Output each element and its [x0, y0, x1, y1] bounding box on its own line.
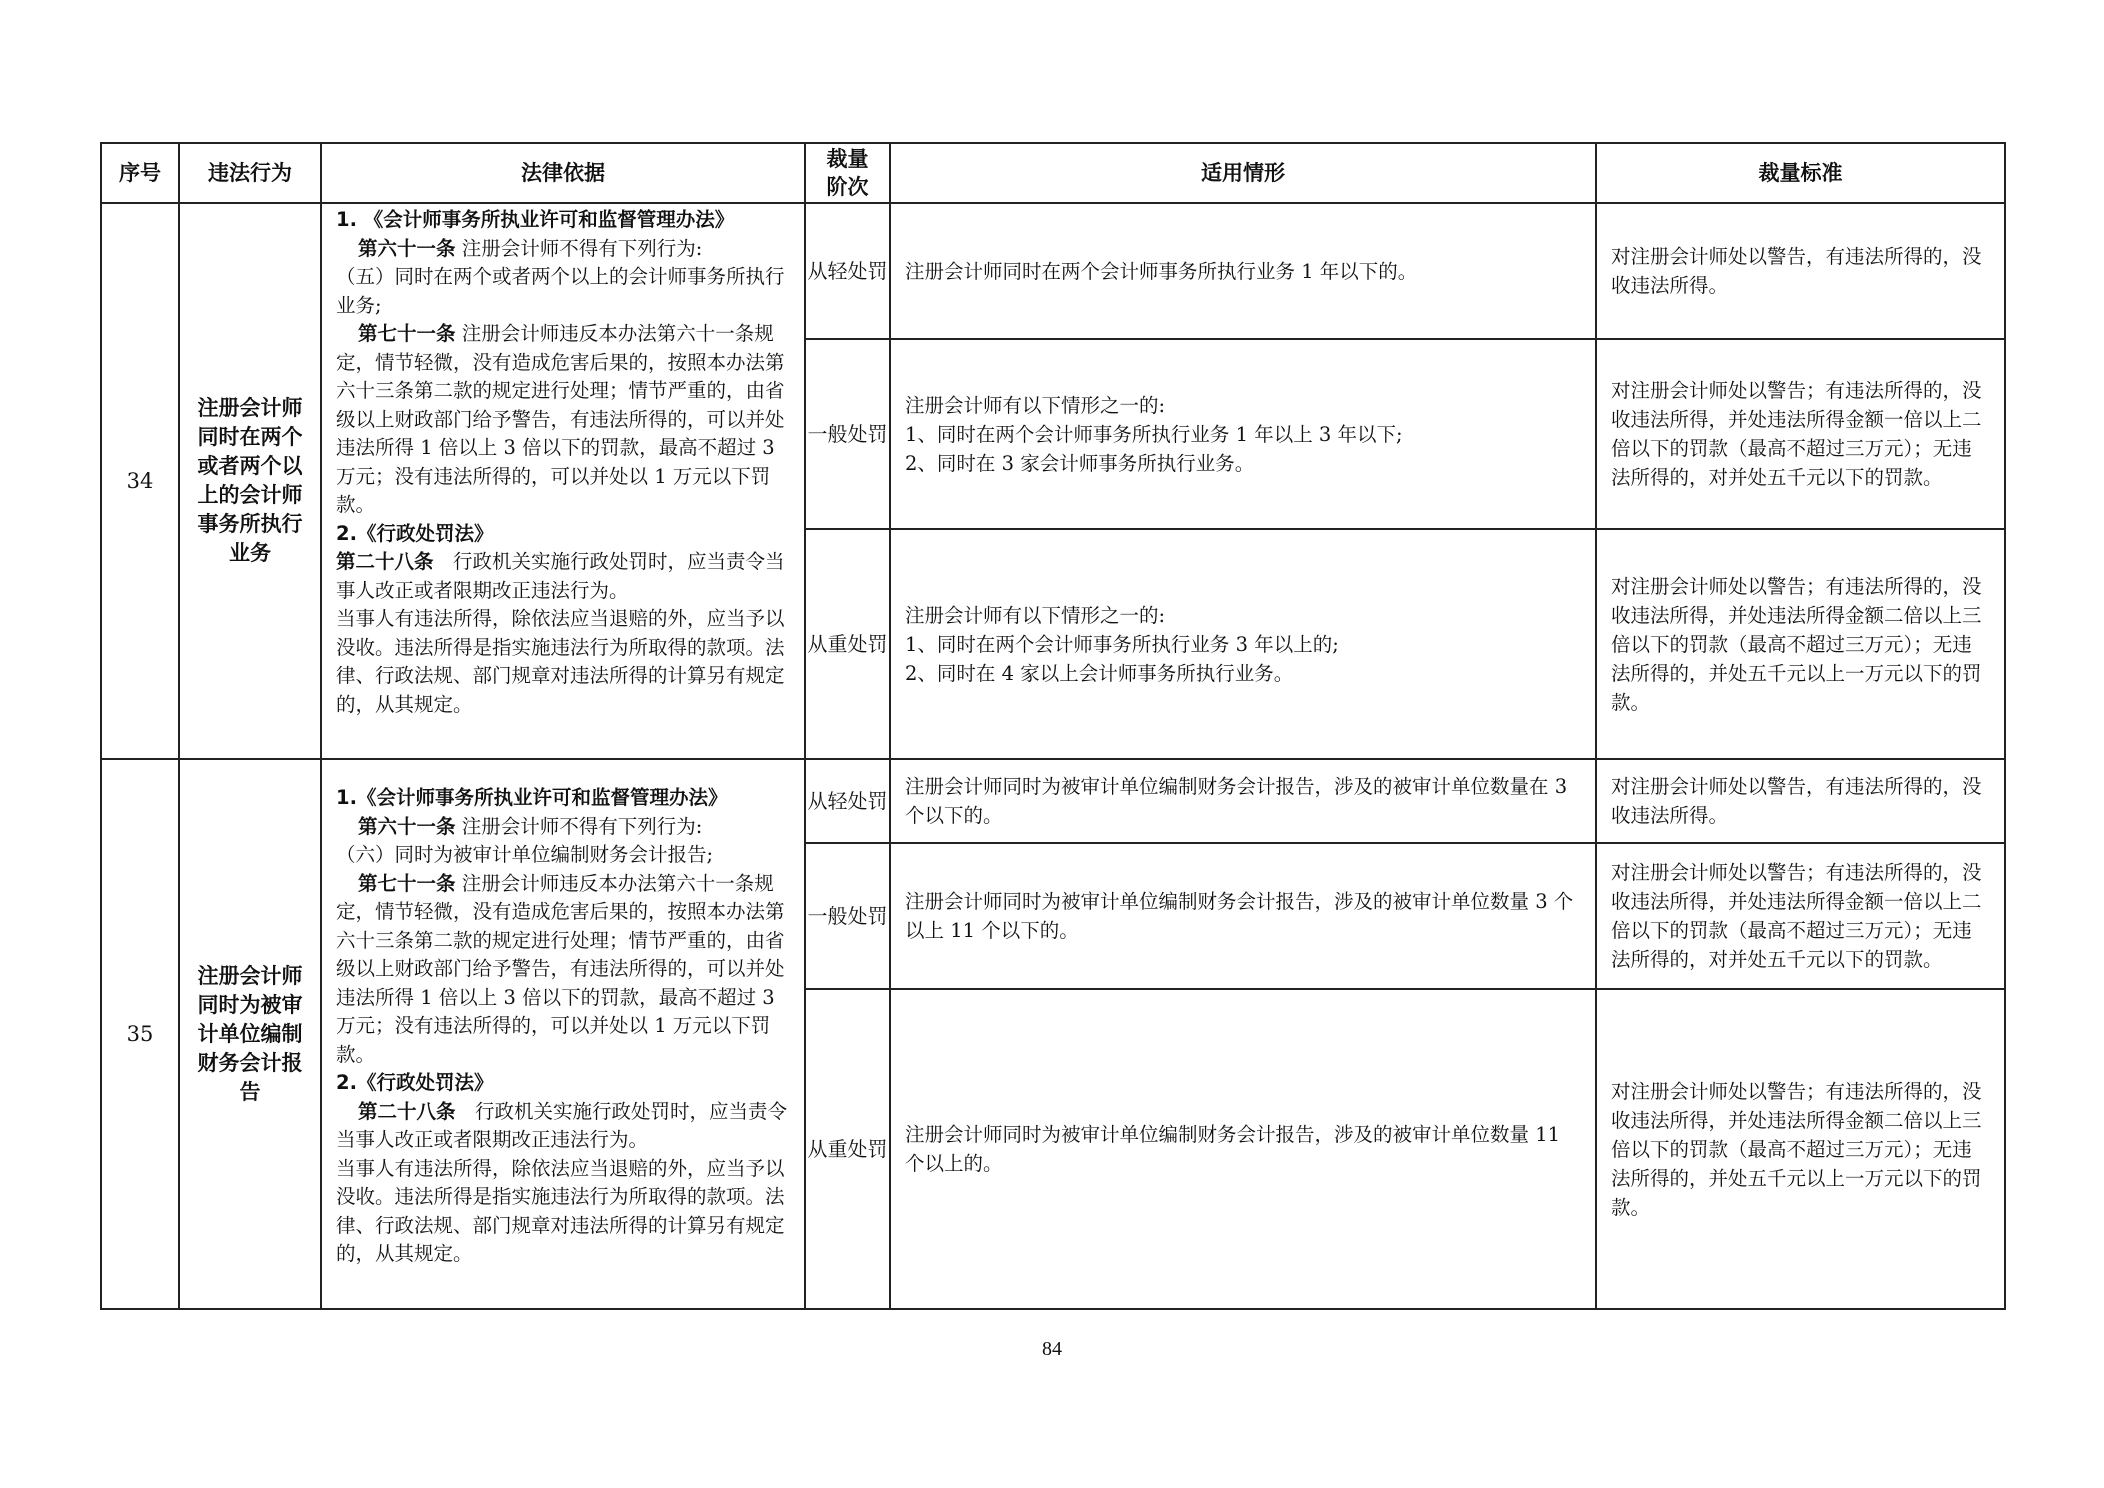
legal-basis: [321, 203, 805, 759]
basis-item: （六）同时为被审计单位编制财务会计报告;: [336, 843, 714, 866]
article-text: 注册会计师违反本办法第六十一条规定，情节轻微，没有造成危害后果的，按照本办法第六十三条第二款的规定进行处理；情节严重的，由省级以上财政部门给予警告，有违法所得的，可以并处违法所得 1 倍以上 3 倍以下的罚款，最高不超过 3 万元；没有违法所得的，可以并处以 1 万元以下罚款。: [336, 322, 785, 516]
article-text: 行政机关实施行政处罚时，应当责令当事人改正或者限期改正违法行为。: [336, 550, 785, 602]
situation-cell: 注册会计师同时在两个会计师事务所执行业务 1 年以下的。: [890, 203, 1596, 339]
basis-paragraph: 当事人有违法所得，除依法应当退赔的外，应当予以没收。违法所得是指实施违法行为所取得的款项。法律、行政法规、部门规章对违法所得的计算另有规定的，从其规定。: [336, 607, 785, 716]
standard-cell: 对注册会计师处以警告；有违法所得的，没收违法所得，并处违法所得金额一倍以上二倍以下的罚款（最高不超过三万元）；无违法所得的，对并处五千元以下的罚款。: [1596, 339, 2005, 529]
article-label: 第二十八条: [358, 1099, 456, 1123]
header-no: 序号: [101, 143, 179, 203]
header-act: 违法行为: [179, 143, 321, 203]
standard-cell: 对注册会计师处以警告，有违法所得的，没收违法所得。: [1596, 759, 2005, 843]
level-cell: 从重处罚: [805, 989, 890, 1309]
table-row: [101, 203, 2005, 339]
legal-basis: [321, 759, 805, 1309]
header-basis: 法律依据: [321, 143, 805, 203]
page-number: 84: [1042, 1338, 1062, 1360]
standard-cell: 对注册会计师处以警告；有违法所得的，没收违法所得，并处违法所得金额二倍以上三倍以下的罚款（最高不超过三万元）；无违法所得的，并处五千元以上一万元以下的罚款。: [1596, 529, 2005, 759]
basis-article-71: [336, 320, 790, 520]
basis-article-28: [336, 548, 790, 605]
standard-cell: 对注册会计师处以警告，有违法所得的，没收违法所得。: [1596, 203, 2005, 339]
standard-cell: 对注册会计师处以警告；有违法所得的，没收违法所得，并处违法所得金额二倍以上三倍以下的罚款（最高不超过三万元）；无违法所得的，并处五千元以上一万元以下的罚款。: [1596, 989, 2005, 1309]
article-label: 第七十一条: [358, 322, 456, 345]
table-header-row: [101, 143, 2005, 203]
basis-article-61: [336, 813, 790, 842]
situation-cell: 注册会计师同时为被审计单位编制财务会计报告，涉及的被审计单位数量 11 个以上的。: [890, 989, 1596, 1309]
violation-act: 注册会计师同时在两个或者两个以上的会计师事务所执行业务: [179, 203, 321, 759]
situation-cell: 注册会计师同时为被审计单位编制财务会计报告，涉及的被审计单位数量 3 个以上 11 个以下的。: [890, 843, 1596, 989]
table-row: [101, 759, 2005, 843]
header-situation: 适用情形: [890, 143, 1596, 203]
basis-article-28: [336, 1098, 790, 1155]
article-label: 第二十八条: [336, 550, 434, 573]
situation-cell: 注册会计师同时为被审计单位编制财务会计报告，涉及的被审计单位数量在 3 个以下的。: [890, 759, 1596, 843]
penalty-discretion-table: [100, 142, 2006, 1310]
basis-paragraph: 当事人有违法所得，除依法应当退赔的外，应当予以没收。违法所得是指实施违法行为所取得的款项。法律、行政法规、部门规章对违法所得的计算另有规定的，从其规定。: [336, 1156, 785, 1265]
basis-law-title-2: 2.《行政处罚法》: [336, 521, 494, 545]
situation-cell: 注册会计师有以下情形之一的: 1、同时在两个会计师事务所执行业务 1 年以上 3 年以下; 2、同时在 3 家会计师事务所执行业务。: [890, 339, 1596, 529]
article-label: 第六十一条: [358, 236, 456, 260]
article-label: 第六十一条: [358, 814, 456, 838]
basis-article-71: [336, 870, 790, 1070]
basis-law-title-2: 2.《行政处罚法》: [336, 1071, 494, 1094]
level-cell: 从轻处罚: [805, 759, 890, 843]
article-label: 第七十一条: [358, 871, 456, 895]
level-cell: 一般处罚: [805, 843, 890, 989]
basis-law-title-1: 1. 《会计师事务所执业许可和监督管理办法》: [336, 208, 735, 231]
level-cell: 从轻处罚: [805, 203, 890, 339]
article-text: 注册会计师不得有下列行为:: [455, 814, 703, 838]
basis-law-title-1: 1.《会计师事务所执业许可和监督管理办法》: [336, 786, 728, 809]
situation-cell: 注册会计师有以下情形之一的: 1、同时在两个会计师事务所执行业务 3 年以上的; 2、同时在 4 家以上会计师事务所执行业务。: [890, 529, 1596, 759]
header-level: 裁量阶次: [805, 143, 890, 203]
basis-item: （五）同时在两个或者两个以上的会计师事务所执行业务;: [336, 265, 785, 317]
violation-act: 注册会计师同时为被审计单位编制财务会计报告: [179, 759, 321, 1309]
level-cell: 从重处罚: [805, 529, 890, 759]
standard-cell: 对注册会计师处以警告；有违法所得的，没收违法所得，并处违法所得金额一倍以上二倍以下的罚款（最高不超过三万元）；无违法所得的，对并处五千元以下的罚款。: [1596, 843, 2005, 989]
level-cell: 一般处罚: [805, 339, 890, 529]
article-text: 行政机关实施行政处罚时，应当责令当事人改正或者限期改正违法行为。: [336, 1099, 788, 1151]
article-text: 注册会计师不得有下列行为:: [455, 236, 703, 260]
header-standard: 裁量标准: [1596, 143, 2005, 203]
article-text: 注册会计师违反本办法第六十一条规定，情节轻微，没有造成危害后果的，按照本办法第六十三条第二款的规定进行处理；情节严重的，由省级以上财政部门给予警告，有违法所得的，可以并处违法所得 1 倍以上 3 倍以下的罚款，最高不超过 3 万元；没有违法所得的，可以并处以 1 万元以下罚款。: [336, 871, 785, 1066]
basis-article-61: [336, 235, 790, 264]
row-number: 35: [101, 759, 179, 1309]
row-number: 34: [101, 203, 179, 759]
